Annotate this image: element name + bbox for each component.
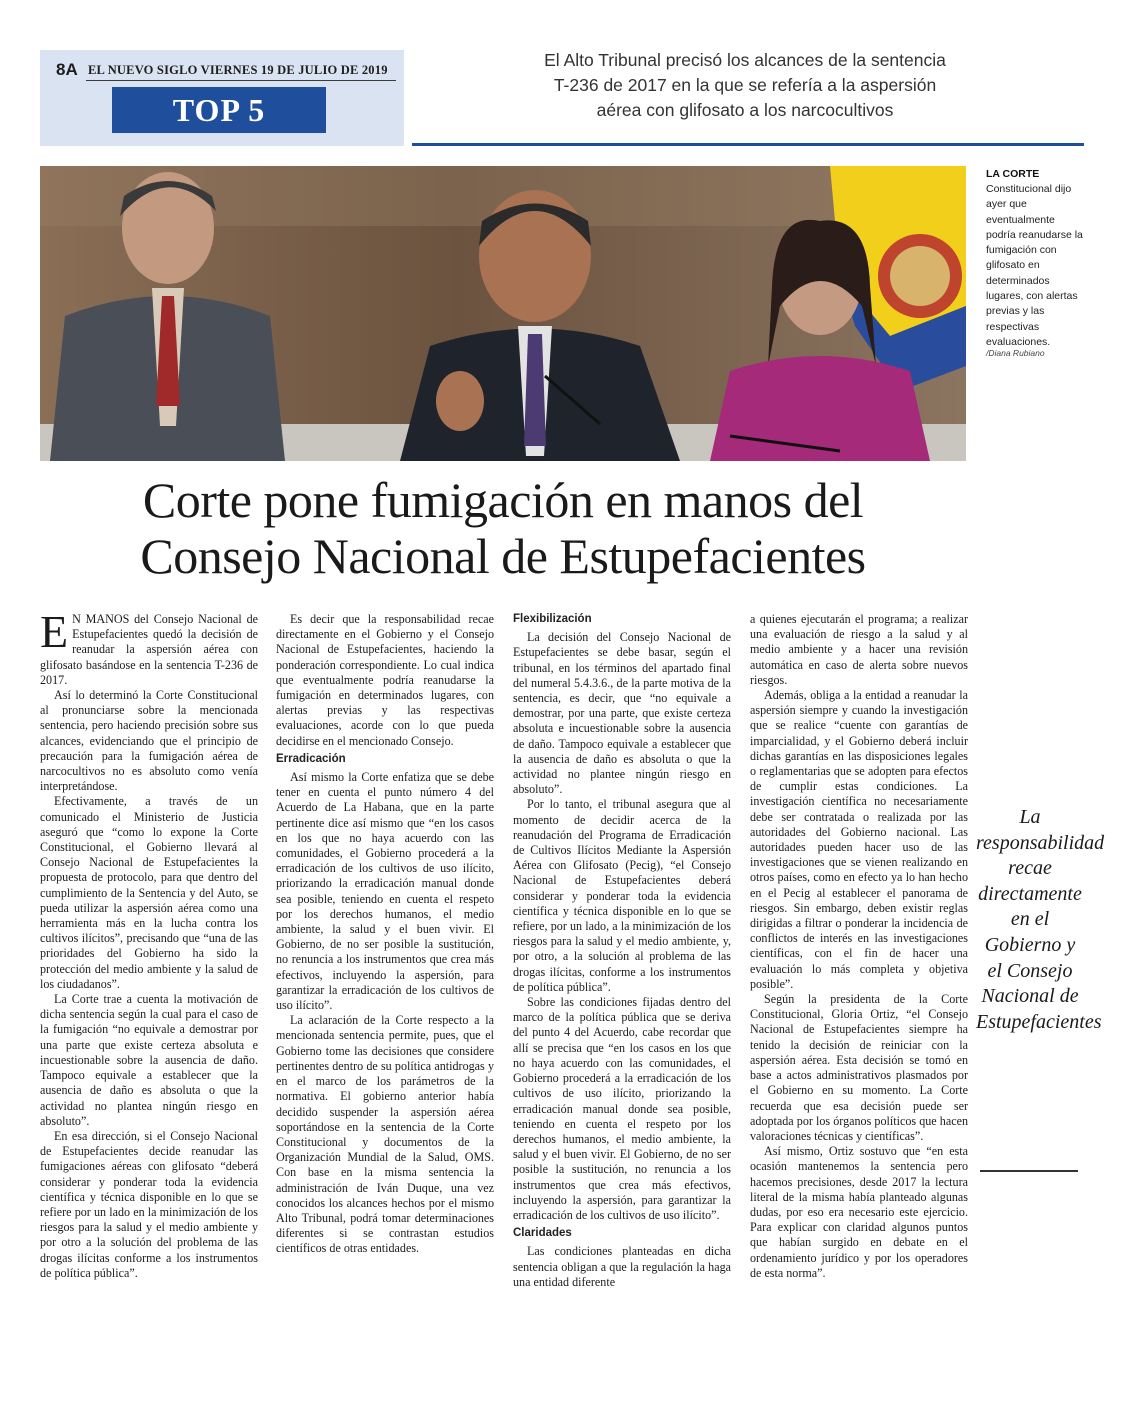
article-paragraph: Así mismo la Corte enfatiza que se debe tener en cuenta el punto número 4 del Acuerdo de La Habana, que en la parte pertinente dice así mismo que “en los casos en los que no haya acuerdo con las comunidades, el Gobierno procederá a la erradicación de los cultivos de uso ilícito, priorizando la erradicación manual donde sea posible, teniendo en cuenta el respeto por los derechos humanos, el medio ambiente, la salud y el buen vivir. El Gobierno, de no ser posible la sustitución, no renuncia a los instrumentos que crea más efectivos, incluyendo la aspersión, para garantizar la erradicación de los cultivos de uso ilícito”.: [276, 770, 494, 1013]
kicker-rule: [412, 143, 1084, 146]
lead-photo: [40, 166, 966, 461]
article-paragraph: Según la presidenta de la Corte Constitucional, Gloria Ortiz, “el Consejo Nacional de Estupefacientes siempre ha tenido la decisión de reiniciar con la aspersión aérea. Esta decisión se tomó en base a actos administrativos plasmados por el Gobierno en su momento. La Corte recuerda que esa decisión puede ser adoptada por los órganos políticos que hacen valoraciones técnicas y científicas”.: [750, 992, 968, 1143]
article-paragraph: [40, 606, 258, 688]
article-paragraph: Así mismo, Ortiz sostuvo que “en esta ocasión mantenemos la sentencia pero hacemos precisiones, desde 2017 la lectura literal de la misma había planteado algunas dudas, por eso era necesario este ejercicio. Para explicar con claridad algunos puntos que habían surgido en debate en el ordenamiento jurídico y por los operadores de esta norma”.: [750, 1144, 968, 1280]
article-paragraph: Es decir que la responsabilidad recae directamente en el Gobierno y el Consejo Nacional de Estupefacientes, haciendo la ponderación correspondiente. Lo cual indica que eventualmente podría reanudarse la fumigación en determinados lugares, con alertas previas y las respectivas evaluaciones, acorde con lo que pueda decidirse en el mencionado Consejo.: [276, 612, 494, 748]
article-paragraph: En esa dirección, si el Consejo Nacional de Estupefacientes decide reanudar las fumigaciones aéreas con glifosato “deberá considerar y ponderar toda la evidencia científica y técnica disponible en lo que se refiere por un lado en la minimización de los riesgos para la salud y el medio ambiente y por otro a la solución del problema de las drogas ilícitas conforme a los instrumentos de política pública”.: [40, 1128, 258, 1280]
article-column-3: [513, 612, 731, 1290]
article-paragraph: La Corte trae a cuenta la motivación de dicha sentencia según la cual para el caso de la fumigación “no equivale a demostrar por una parte que existe certeza absoluta e incuestionable sobre la ausencia de daño. Tampoco equivale a establecer que la ausencia de daño es absoluta o que la actividad no plantea ningún riesgo en absoluto”.: [40, 992, 258, 1128]
photo-caption-head: LA CORTE: [986, 168, 1040, 180]
article-column-4: [750, 612, 968, 1281]
kicker-line: aérea con glifosato a los narcocultivos: [596, 100, 894, 120]
article-paragraph: Por lo tanto, el tribunal asegura que al momento de decidir acerca de la reanudación del Programa de Erradicación de Cultivos Ilícitos Mediante la Aspersión Aérea con Glifosato (Pecig), “el Consejo Nacional de Estupefacientes deberá considerar y ponderar toda la evidencia científica y técnica disponible en lo que se refiere, por un lado, a la minimización de los riesgos para la salud y el medio ambiente, y, por otro, a la solución al problema de las drogas ilícitas, conforme a los instrumentos de política pública”.: [513, 797, 731, 994]
photo-credit: /Diana Rubiano: [986, 348, 1045, 358]
article-column-2: [276, 612, 494, 1257]
kicker: [420, 48, 1070, 123]
subhead-erradicacion: Erradicación: [276, 752, 346, 765]
article-paragraph: La decisión del Consejo Nacional de Estupefacientes se debe basar, según el tribunal, en los términos del apartado final del numeral 5.4.3.6., de la parte motiva de la sentencia, es decir, que “no equivale a demostrar, por una parte, que existe certeza absoluta e incuestionable sobre la ausencia de daño. Tampoco equivale a establecer que la ausencia de daño es absoluta o que la actividad no plantee ningún riesgo en absoluto”.: [513, 630, 731, 797]
lead-photo-illustration: [40, 166, 966, 461]
section-badge: TOP 5: [112, 87, 326, 133]
pull-quote-rule: [980, 1170, 1078, 1172]
pull-quote: La responsabilidad recae directamente en el Gobierno y el Consejo Nacional de Estupefacientes: [976, 806, 1105, 1033]
subhead-claridades: Claridades: [513, 1227, 572, 1240]
article-paragraph: Sobre las condiciones fijadas dentro del marco de la política pública que se deriva del punto 4 del Acuerdo, cabe recordar que allí se precisa que “en los casos en los que no haya acuerdo con las comunidades, el Gobierno procederá a la erradicación de los cultivos de uso ilícito, priorizando la erradicación manual donde sea posible, teniendo en cuenta el respeto por los derechos humanos, el medio ambiente, la salud y el buen vivir. El Gobierno, de no ser posible la sustitución, no renuncia a los instrumentos que crea más efectivos, incluyendo la aspersión, para garantizar la erradicación de los cultivos de uso ilícito”.: [513, 995, 731, 1222]
article-paragraph: Además, obliga a la entidad a reanudar la aspersión siempre y cuando la investigación que se realice “cuente con garantías de imparcialidad, y el Gobierno deberá incluir dichas garantías en las disposiciones legales o reglamentarias que se adopten para efectos de cumplir estas condiciones. La investigación científica no necesariamente debe ser contratada o realizada por las autoridades del Gobierno nacional. Las autoridades pueden hacer uso de las investigaciones que se vienen realizando en otros países, como en efecto ya lo han hecho en el Pecig al establecer el panorama de riesgos. Sin embargo, deben existir reglas dirigidas a filtrar o ponderar la incidencia de conflictos de interés en las investigaciones científicas, con el fin de hacer una evaluación lo más completa y objetiva posible”.: [750, 688, 968, 991]
article-column-1: [40, 606, 258, 1281]
kicker-line: T-236 de 2017 en la que se refería a la aspersión: [553, 75, 937, 95]
headline-line: Corte pone fumigación en manos del: [142, 472, 864, 528]
drop-cap: E: [40, 606, 69, 657]
article-paragraph: Las condiciones planteadas en dicha sentencia obligan a que la regulación la haga una entidad diferente: [513, 1244, 731, 1289]
header-divider: [86, 80, 396, 81]
article-paragraph: Efectivamente, a través de un comunicado el Ministerio de Justicia aseguró que “como lo expone la Corte Constitucional, el Gobierno llevará al Consejo Nacional de Estupefacientes la propuesta de protocolo, para que dentro del cumplimiento de la Sentencia y del Auto, se pueda utilizar la aspersión aérea como una herramienta más en la lucha contra los cultivos ilícitos”, precisando que “una de las prioridades del Gobierno ha sido la protección del medio ambiente y la salud de los ciudadanos”.: [40, 794, 258, 991]
page-number: 8A: [56, 60, 78, 79]
subhead-flexibilizacion: Flexibilización: [513, 613, 592, 625]
article-paragraph: La aclaración de la Corte respecto a la mencionada sentencia permite, pues, que el Gobierno tome las decisiones que considere pertinentes dentro de su política antidrogas y en el marco de los parámetros de la normativa. El gobierno anterior había decidido suspender la aspersión aérea soportándose en la sentencia de la Corte Constitucional y documentos de la Organización Mundial de la Salud, OMS. Con base en la misma sentencia la administración de Iván Duque, una vez conocidos los alcances hechos por el mismo Alto Tribunal, podrá tomar determinaciones diferentes si se contrastan estudios científicos de otras entidades.: [276, 1013, 494, 1256]
masthead: EL NUEVO SIGLO VIERNES 19 DE JULIO DE 2019: [88, 63, 388, 77]
article-paragraph: a quienes ejecutarán el programa; a realizar una evaluación de riesgo a la salud y al medio ambiente y a hacer una revisión automática en caso de alerta sobre nuevos riesgos.: [750, 612, 968, 687]
photo-caption: Constitucional dijo ayer que eventualmente podría reanudarse la fumigación con glifosato en determinados lugares, con alertas previas y las respectivas evaluaciones.: [986, 183, 1083, 348]
headline: [40, 472, 966, 584]
article-paragraph: Así lo determinó la Corte Constitucional al pronunciarse sobre la mencionada sentencia, pero haciendo precisión sobre sus alcances, evidenciando que el principio de precaución para la fumigación aérea de narcocultivos no es absoluto como venía interpretándose.: [40, 688, 258, 794]
headline-line: Consejo Nacional de Estupefacientes: [140, 528, 866, 584]
article-lead-text: N MANOS del Consejo Nacional de Estupefacientes quedó la decisión de reanudar la aspersión aérea con glifosato basándose en la sentencia T-236 de 2017.: [40, 612, 258, 687]
kicker-line: El Alto Tribunal precisó los alcances de la sentencia: [544, 50, 946, 70]
